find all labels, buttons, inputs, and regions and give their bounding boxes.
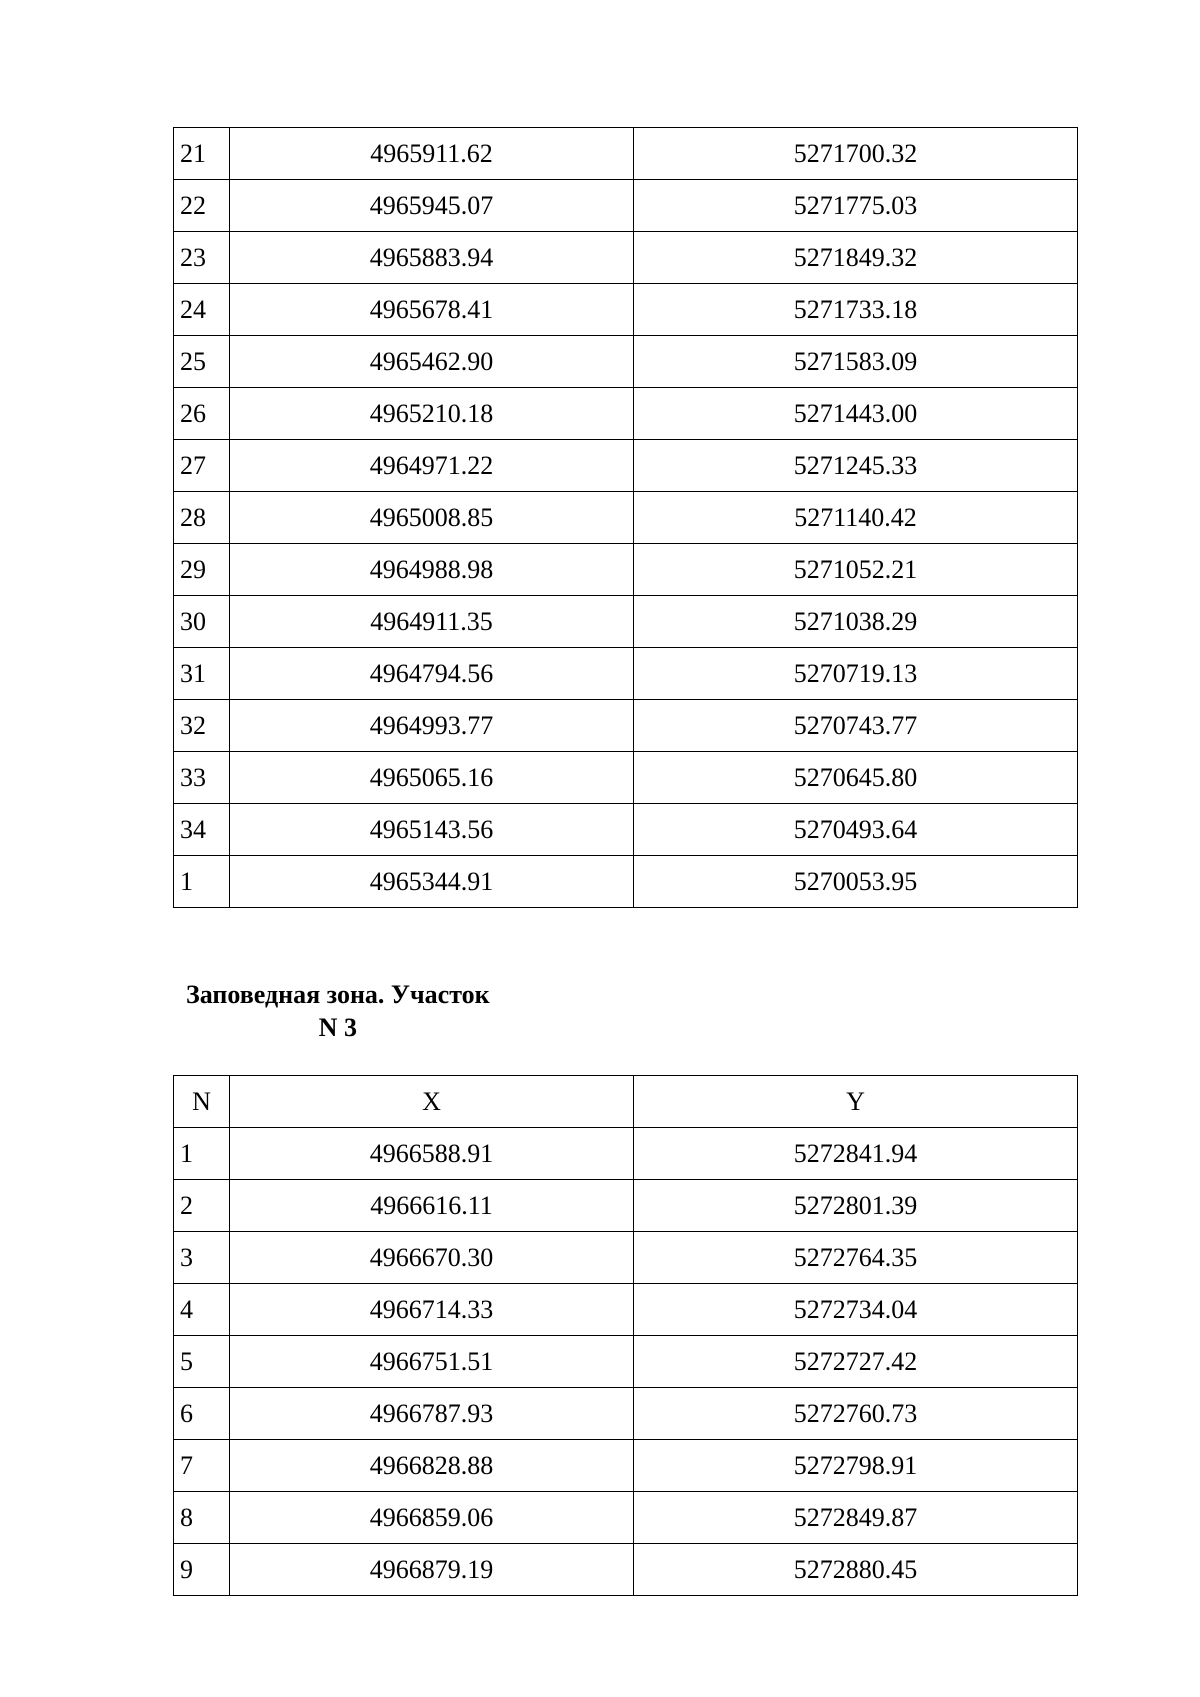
table-row <box>174 648 1078 700</box>
point-number: 22 <box>174 180 230 232</box>
table-row <box>174 1492 1078 1544</box>
point-number: 32 <box>174 700 230 752</box>
y-coordinate: 5270743.77 <box>634 700 1078 752</box>
coordinates-table-continued <box>173 127 1078 908</box>
point-number: 1 <box>174 1128 230 1180</box>
x-coordinate: 4965678.41 <box>230 284 634 336</box>
x-coordinate: 4965462.90 <box>230 336 634 388</box>
y-coordinate: 5271849.32 <box>634 232 1078 284</box>
table-row <box>174 336 1078 388</box>
y-coordinate: 5271700.32 <box>634 128 1078 180</box>
x-coordinate: 4965008.85 <box>230 492 634 544</box>
table-row <box>174 856 1078 908</box>
y-coordinate: 5272841.94 <box>634 1128 1078 1180</box>
y-coordinate: 5270493.64 <box>634 804 1078 856</box>
y-coordinate: 5271583.09 <box>634 336 1078 388</box>
point-number: 31 <box>174 648 230 700</box>
y-coordinate: 5271140.42 <box>634 492 1078 544</box>
y-coordinate: 5270053.95 <box>634 856 1078 908</box>
column-header-y: Y <box>634 1076 1078 1128</box>
y-coordinate: 5271775.03 <box>634 180 1078 232</box>
table-row <box>174 752 1078 804</box>
table-row <box>174 544 1078 596</box>
x-coordinate: 4966828.88 <box>230 1440 634 1492</box>
point-number: 7 <box>174 1440 230 1492</box>
x-coordinate: 4966714.33 <box>230 1284 634 1336</box>
y-coordinate: 5271052.21 <box>634 544 1078 596</box>
y-coordinate: 5272798.91 <box>634 1440 1078 1492</box>
table-header-row <box>174 1076 1078 1128</box>
x-coordinate: 4965911.62 <box>230 128 634 180</box>
y-coordinate: 5271245.33 <box>634 440 1078 492</box>
point-number: 33 <box>174 752 230 804</box>
table-row <box>174 1284 1078 1336</box>
table-row <box>174 492 1078 544</box>
column-header-x: X <box>230 1076 634 1128</box>
y-coordinate: 5272849.87 <box>634 1492 1078 1544</box>
table-row <box>174 1128 1078 1180</box>
point-number: 25 <box>174 336 230 388</box>
x-coordinate: 4964988.98 <box>230 544 634 596</box>
table-row <box>174 1180 1078 1232</box>
point-number: 2 <box>174 1180 230 1232</box>
point-number: 24 <box>174 284 230 336</box>
y-coordinate: 5272734.04 <box>634 1284 1078 1336</box>
x-coordinate: 4965344.91 <box>230 856 634 908</box>
x-coordinate: 4966670.30 <box>230 1232 634 1284</box>
x-coordinate: 4965883.94 <box>230 232 634 284</box>
y-coordinate: 5270719.13 <box>634 648 1078 700</box>
column-header-n: N <box>174 1076 230 1128</box>
x-coordinate: 4966616.11 <box>230 1180 634 1232</box>
section-heading-number: N 3 <box>318 1013 357 1042</box>
x-coordinate: 4966751.51 <box>230 1336 634 1388</box>
y-coordinate: 5272764.35 <box>634 1232 1078 1284</box>
point-number: 21 <box>174 128 230 180</box>
y-coordinate: 5271038.29 <box>634 596 1078 648</box>
y-coordinate: 5272801.39 <box>634 1180 1078 1232</box>
x-coordinate: 4966787.93 <box>230 1388 634 1440</box>
point-number: 29 <box>174 544 230 596</box>
table-body <box>174 1076 1078 1596</box>
point-number: 26 <box>174 388 230 440</box>
table-row <box>174 128 1078 180</box>
point-number: 30 <box>174 596 230 648</box>
y-coordinate: 5272880.45 <box>634 1544 1078 1596</box>
x-coordinate: 4965065.16 <box>230 752 634 804</box>
coordinates-table-site-3 <box>173 1075 1078 1596</box>
x-coordinate: 4966588.91 <box>230 1128 634 1180</box>
x-coordinate: 4965210.18 <box>230 388 634 440</box>
point-number: 8 <box>174 1492 230 1544</box>
section-heading <box>186 978 490 1044</box>
point-number: 23 <box>174 232 230 284</box>
table-row <box>174 232 1078 284</box>
point-number: 9 <box>174 1544 230 1596</box>
table-row <box>174 804 1078 856</box>
x-coordinate: 4964993.77 <box>230 700 634 752</box>
x-coordinate: 4965143.56 <box>230 804 634 856</box>
table-body <box>174 128 1078 908</box>
table-row <box>174 1232 1078 1284</box>
x-coordinate: 4966879.19 <box>230 1544 634 1596</box>
table-row <box>174 1544 1078 1596</box>
table-row <box>174 1388 1078 1440</box>
y-coordinate: 5271733.18 <box>634 284 1078 336</box>
x-coordinate: 4964794.56 <box>230 648 634 700</box>
table-row <box>174 1440 1078 1492</box>
point-number: 28 <box>174 492 230 544</box>
point-number: 5 <box>174 1336 230 1388</box>
table-row <box>174 440 1078 492</box>
point-number: 6 <box>174 1388 230 1440</box>
point-number: 1 <box>174 856 230 908</box>
section-heading-title: Заповедная зона. Участок <box>186 980 490 1009</box>
table-row <box>174 284 1078 336</box>
y-coordinate: 5270645.80 <box>634 752 1078 804</box>
y-coordinate: 5272727.42 <box>634 1336 1078 1388</box>
x-coordinate: 4966859.06 <box>230 1492 634 1544</box>
table-row <box>174 1336 1078 1388</box>
table-row <box>174 596 1078 648</box>
x-coordinate: 4964911.35 <box>230 596 634 648</box>
point-number: 3 <box>174 1232 230 1284</box>
point-number: 34 <box>174 804 230 856</box>
y-coordinate: 5271443.00 <box>634 388 1078 440</box>
point-number: 27 <box>174 440 230 492</box>
table-row <box>174 700 1078 752</box>
table-row <box>174 180 1078 232</box>
x-coordinate: 4964971.22 <box>230 440 634 492</box>
x-coordinate: 4965945.07 <box>230 180 634 232</box>
table-row <box>174 388 1078 440</box>
point-number: 4 <box>174 1284 230 1336</box>
y-coordinate: 5272760.73 <box>634 1388 1078 1440</box>
